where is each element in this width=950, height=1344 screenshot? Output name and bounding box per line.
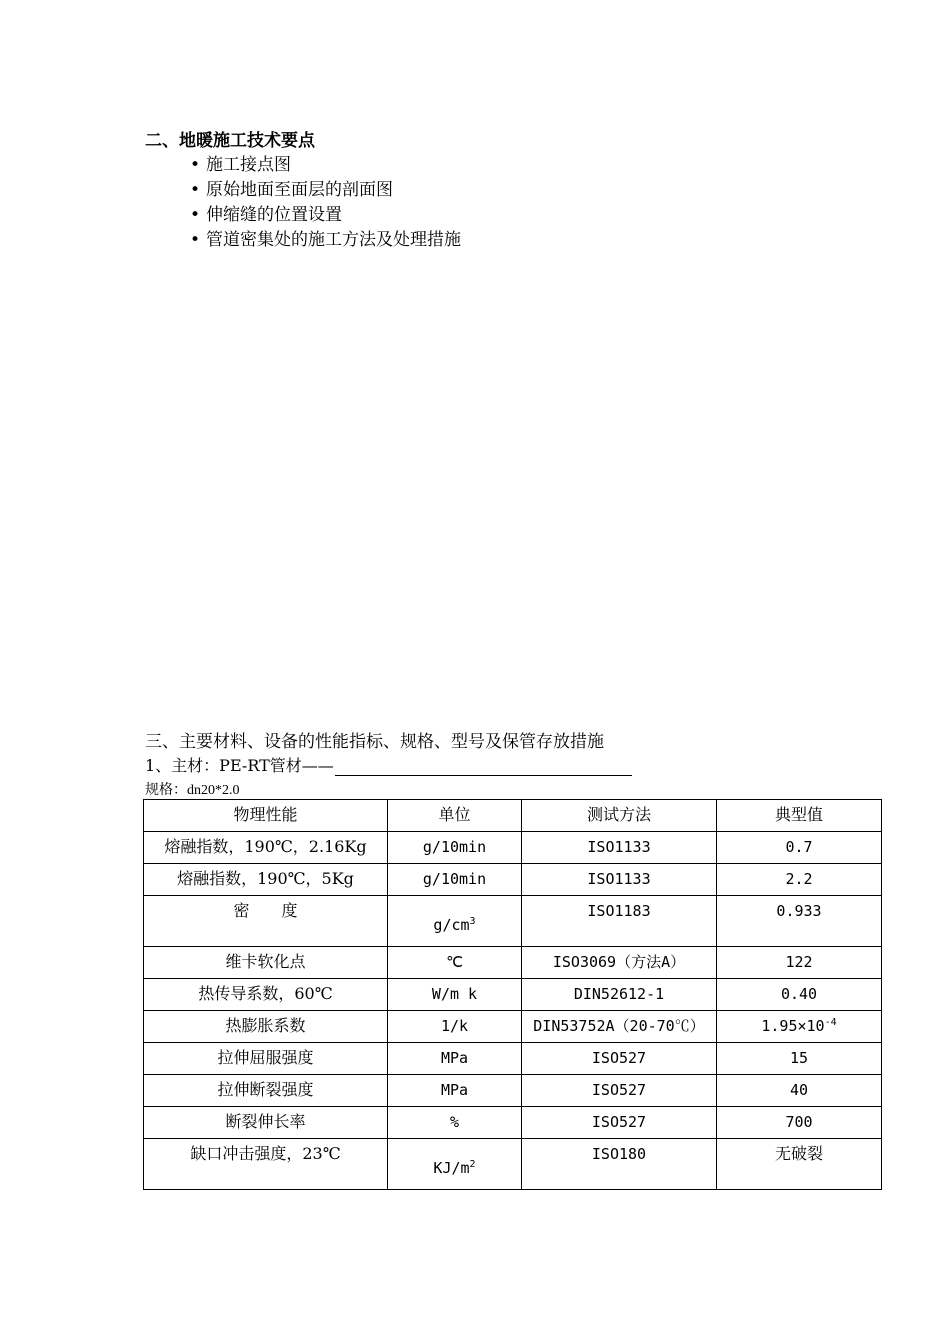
cell-property: 热传导系数，60℃ bbox=[144, 979, 388, 1011]
cell-unit: MPa bbox=[388, 1075, 522, 1107]
value-exponent: -4 bbox=[824, 1017, 837, 1028]
cell-property: 熔融指数，190℃，2.16Kg bbox=[144, 832, 388, 864]
cell-unit: W/m k bbox=[388, 979, 522, 1011]
table-row bbox=[144, 896, 882, 947]
cell-property: 拉伸屈服强度 bbox=[144, 1043, 388, 1075]
cell-method: ISO527 bbox=[522, 1107, 717, 1139]
cell-value: 15 bbox=[717, 1043, 882, 1075]
table-row bbox=[144, 1107, 882, 1139]
technical-points-list bbox=[190, 153, 461, 253]
blank-underline bbox=[335, 757, 632, 776]
cell-method: DIN52612-1 bbox=[522, 979, 717, 1011]
unit-exponent: 2 bbox=[469, 1159, 476, 1170]
cell-method: ISO527 bbox=[522, 1043, 717, 1075]
cell-value: 0.7 bbox=[717, 832, 882, 864]
cell-value: 0.40 bbox=[717, 979, 882, 1011]
list-item-text: 伸缩缝的位置设置 bbox=[206, 205, 342, 225]
cell-method: ISO180 bbox=[522, 1139, 717, 1190]
cell-value bbox=[717, 1011, 882, 1043]
cell-value: 2.2 bbox=[717, 864, 882, 896]
properties-table bbox=[143, 799, 882, 1190]
bullet-icon: • bbox=[190, 155, 201, 175]
cell-property: 缺口冲击强度，23℃ bbox=[144, 1139, 388, 1190]
bullet-icon: • bbox=[190, 180, 201, 200]
cell-value: 0.933 bbox=[717, 896, 882, 947]
bullet-icon: • bbox=[190, 205, 201, 225]
value-base: 1.95×10 bbox=[761, 1017, 825, 1035]
header-property: 物理性能 bbox=[144, 800, 388, 832]
table-row bbox=[144, 864, 882, 896]
cell-property: 密 度 bbox=[144, 896, 388, 947]
table-row bbox=[144, 1075, 882, 1107]
header-value: 典型值 bbox=[717, 800, 882, 832]
cell-property: 热膨胀系数 bbox=[144, 1011, 388, 1043]
cell-method: ISO1133 bbox=[522, 832, 717, 864]
list-item bbox=[190, 228, 461, 253]
cell-unit: ℃ bbox=[388, 947, 522, 979]
table-row bbox=[144, 832, 882, 864]
cell-value: 700 bbox=[717, 1107, 882, 1139]
cell-unit: g/10min bbox=[388, 864, 522, 896]
bullet-icon: • bbox=[190, 230, 201, 250]
list-item bbox=[190, 203, 461, 228]
table-row bbox=[144, 1043, 882, 1075]
table-row bbox=[144, 979, 882, 1011]
cell-property: 熔融指数，190℃，5Kg bbox=[144, 864, 388, 896]
cell-unit: MPa bbox=[388, 1043, 522, 1075]
cell-method: ISO1133 bbox=[522, 864, 717, 896]
list-item-text: 管道密集处的施工方法及处理措施 bbox=[206, 230, 461, 250]
section-heading-floor-heating: 二、地暖施工技术要点 bbox=[145, 131, 315, 151]
table-row bbox=[144, 947, 882, 979]
table-row bbox=[144, 1011, 882, 1043]
cell-value: 40 bbox=[717, 1075, 882, 1107]
cell-unit bbox=[388, 1139, 522, 1190]
cell-value: 无破裂 bbox=[717, 1139, 882, 1190]
cell-method: ISO3069（方法A） bbox=[522, 947, 717, 979]
header-method: 测试方法 bbox=[522, 800, 717, 832]
cell-unit: % bbox=[388, 1107, 522, 1139]
cell-method: ISO1183 bbox=[522, 896, 717, 947]
list-item-text: 原始地面至面层的剖面图 bbox=[206, 180, 393, 200]
list-item bbox=[190, 153, 461, 178]
cell-property: 维卡软化点 bbox=[144, 947, 388, 979]
cell-value: 122 bbox=[717, 947, 882, 979]
cell-unit bbox=[388, 896, 522, 947]
material-label: 1、主材：PE-RT管材—— bbox=[145, 756, 334, 775]
unit-exponent: 3 bbox=[469, 916, 476, 927]
cell-property: 拉伸断裂强度 bbox=[144, 1075, 388, 1107]
list-item-text: 施工接点图 bbox=[206, 155, 291, 175]
table-header-row bbox=[144, 800, 882, 832]
section-heading-materials: 三、主要材料、设备的性能指标、规格、型号及保管存放措施 bbox=[145, 732, 604, 752]
material-line bbox=[145, 753, 632, 776]
header-unit: 单位 bbox=[388, 800, 522, 832]
cell-unit: g/10min bbox=[388, 832, 522, 864]
table-row bbox=[144, 1139, 882, 1190]
cell-method: ISO527 bbox=[522, 1075, 717, 1107]
list-item bbox=[190, 178, 461, 203]
cell-unit: 1/k bbox=[388, 1011, 522, 1043]
unit-base: g/cm bbox=[433, 916, 470, 934]
cell-property: 断裂伸长率 bbox=[144, 1107, 388, 1139]
unit-base: KJ/m bbox=[433, 1159, 470, 1177]
spec-line: 规格：dn20*2.0 bbox=[145, 783, 240, 798]
cell-method: DIN53752A（20-70℃） bbox=[522, 1011, 717, 1043]
